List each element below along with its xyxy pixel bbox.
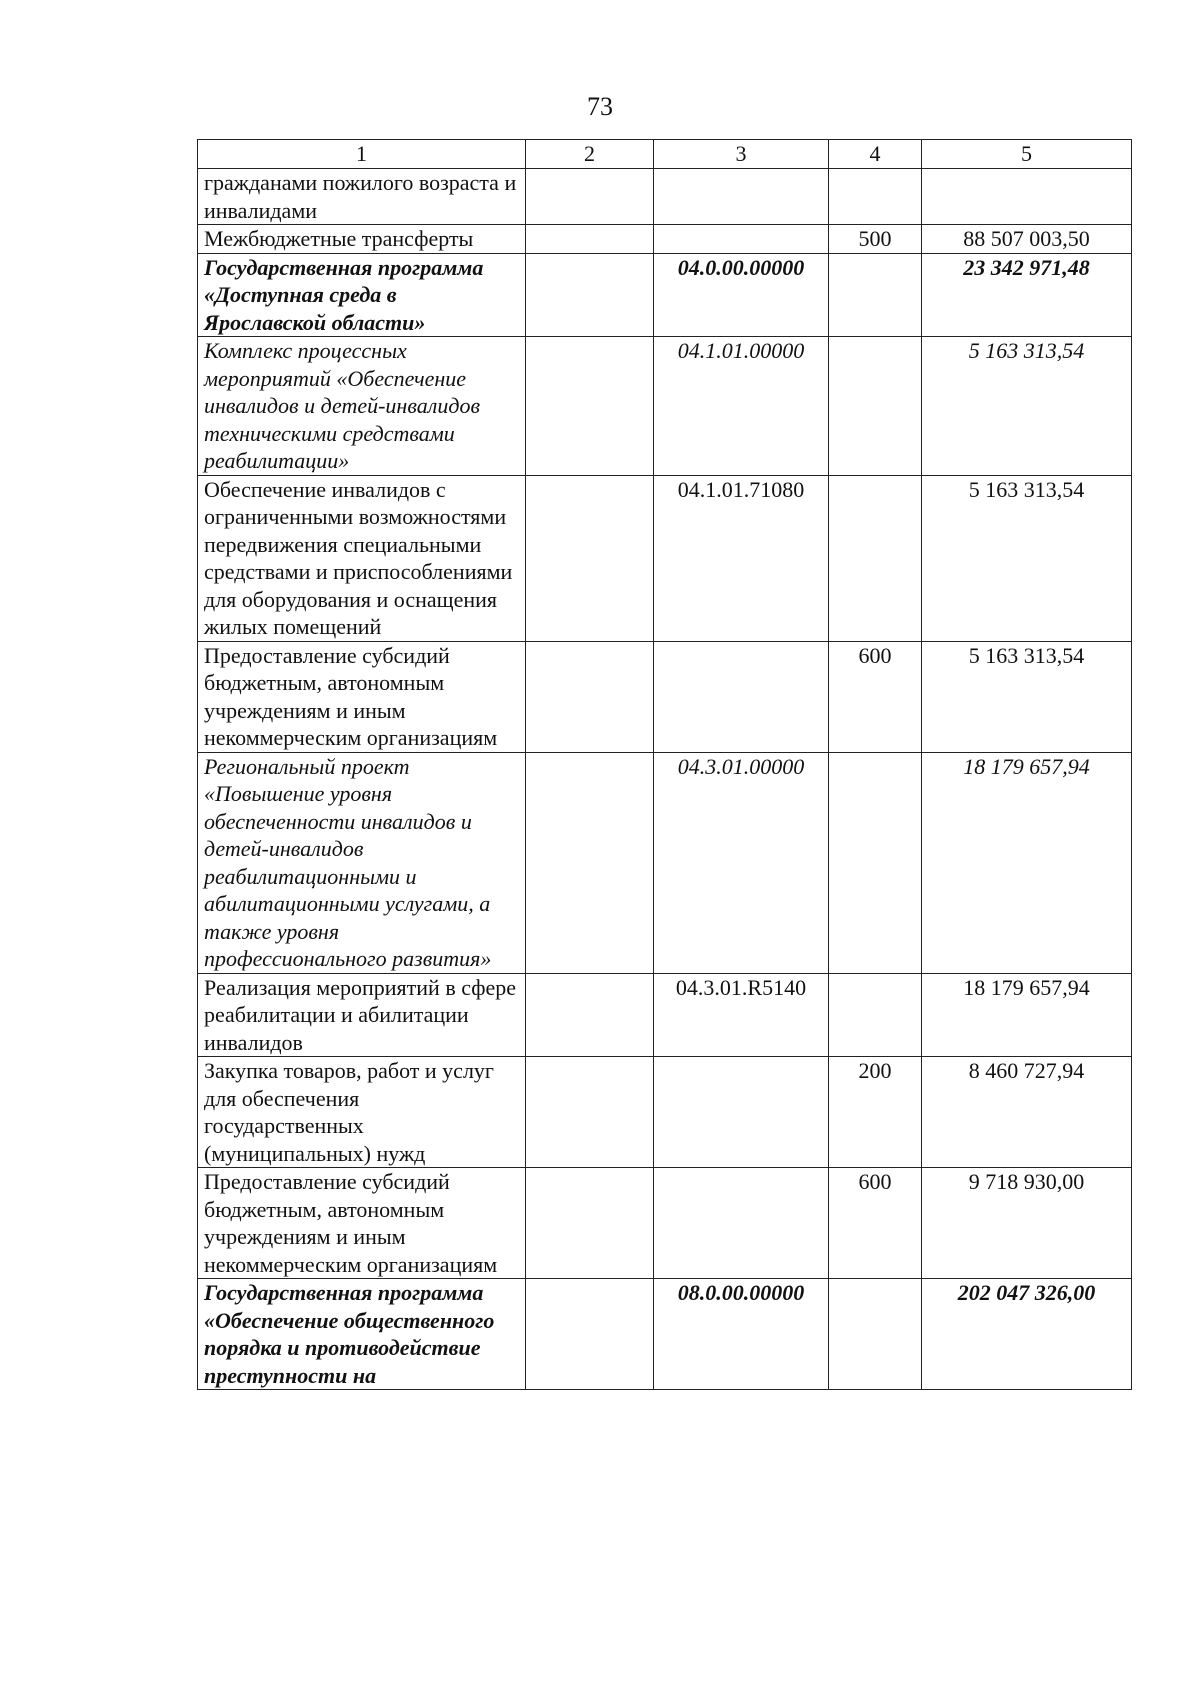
row-expense-type-cell (829, 337, 922, 476)
table-row (198, 253, 1132, 337)
table-row (198, 169, 1132, 225)
table-row (198, 752, 1132, 973)
row-name-cell: Государственная программа «Доступная среда в Ярославской области» (198, 253, 526, 337)
row-column-2-cell (526, 475, 654, 641)
row-column-2-cell (526, 1279, 654, 1390)
row-expense-type-cell: 600 (829, 641, 922, 752)
row-expense-type-cell (829, 1279, 922, 1390)
row-amount-cell: 5 163 313,54 (922, 475, 1132, 641)
row-column-2-cell (526, 752, 654, 973)
column-header-5: 5 (922, 140, 1132, 169)
row-expense-type-cell (829, 169, 922, 225)
row-amount-cell: 5 163 313,54 (922, 337, 1132, 476)
row-code-cell: 04.1.01.00000 (654, 337, 829, 476)
table-row (198, 1057, 1132, 1168)
row-column-2-cell (526, 169, 654, 225)
table-row (198, 225, 1132, 254)
row-code-cell: 04.3.01.00000 (654, 752, 829, 973)
row-code-cell: 04.3.01.R5140 (654, 973, 829, 1057)
table-header-row (198, 140, 1132, 169)
row-amount-cell: 88 507 003,50 (922, 225, 1132, 254)
row-expense-type-cell: 600 (829, 1168, 922, 1279)
row-expense-type-cell: 500 (829, 225, 922, 254)
column-header-4: 4 (829, 140, 922, 169)
row-amount-cell (922, 169, 1132, 225)
row-name-cell: Комплекс процессных мероприятий «Обеспечение инвалидов и детей-инвалидов техническими средствами реабилитации» (198, 337, 526, 476)
row-expense-type-cell (829, 973, 922, 1057)
column-header-3: 3 (654, 140, 829, 169)
row-expense-type-cell (829, 253, 922, 337)
table-row (198, 475, 1132, 641)
row-amount-cell: 18 179 657,94 (922, 973, 1132, 1057)
budget-table (197, 139, 1132, 1390)
table-row (198, 973, 1132, 1057)
row-name-cell: Межбюджетные трансферты (198, 225, 526, 254)
table-row (198, 337, 1132, 476)
row-name-cell: Предоставление субсидий бюджетным, автономным учреждениям и иным некоммерческим организациям (198, 641, 526, 752)
row-amount-cell: 23 342 971,48 (922, 253, 1132, 337)
row-column-2-cell (526, 641, 654, 752)
row-expense-type-cell (829, 475, 922, 641)
row-column-2-cell (526, 225, 654, 254)
column-header-2: 2 (526, 140, 654, 169)
row-name-cell: Региональный проект «Повышение уровня обеспеченности инвалидов и детей-инвалидов реабилитационными и абилитационными услугами, а также уровня профессионального развития» (198, 752, 526, 973)
table-body (198, 169, 1132, 1390)
row-amount-cell: 202 047 326,00 (922, 1279, 1132, 1390)
table-row (198, 1279, 1132, 1390)
row-name-cell: Обеспечение инвалидов с ограниченными возможностями передвижения специальными средствами и приспособлениями для оборудования и оснащения жилых помещений (198, 475, 526, 641)
row-code-cell: 04.0.00.00000 (654, 253, 829, 337)
row-code-cell: 08.0.00.00000 (654, 1279, 829, 1390)
row-code-cell (654, 1168, 829, 1279)
table-row (198, 1168, 1132, 1279)
row-column-2-cell (526, 1057, 654, 1168)
row-name-cell: Закупка товаров, работ и услуг для обеспечения государственных (муниципальных) нужд (198, 1057, 526, 1168)
row-code-cell (654, 1057, 829, 1168)
page-number: 73 (587, 92, 613, 121)
row-column-2-cell (526, 1168, 654, 1279)
row-code-cell (654, 641, 829, 752)
row-code-cell: 04.1.01.71080 (654, 475, 829, 641)
column-header-1: 1 (198, 140, 526, 169)
row-column-2-cell (526, 973, 654, 1057)
table-row (198, 641, 1132, 752)
row-expense-type-cell: 200 (829, 1057, 922, 1168)
row-code-cell (654, 225, 829, 254)
row-column-2-cell (526, 337, 654, 476)
row-amount-cell: 18 179 657,94 (922, 752, 1132, 973)
row-column-2-cell (526, 253, 654, 337)
row-name-cell: Предоставление субсидий бюджетным, автономным учреждениям и иным некоммерческим организациям (198, 1168, 526, 1279)
row-name-cell: Государственная программа «Обеспечение общественного порядка и противодействие преступности на (198, 1279, 526, 1390)
row-amount-cell: 5 163 313,54 (922, 641, 1132, 752)
row-name-cell: гражданами пожилого возраста и инвалидами (198, 169, 526, 225)
row-expense-type-cell (829, 752, 922, 973)
row-name-cell: Реализация мероприятий в сфере реабилитации и абилитации инвалидов (198, 973, 526, 1057)
row-amount-cell: 9 718 930,00 (922, 1168, 1132, 1279)
row-amount-cell: 8 460 727,94 (922, 1057, 1132, 1168)
row-code-cell (654, 169, 829, 225)
